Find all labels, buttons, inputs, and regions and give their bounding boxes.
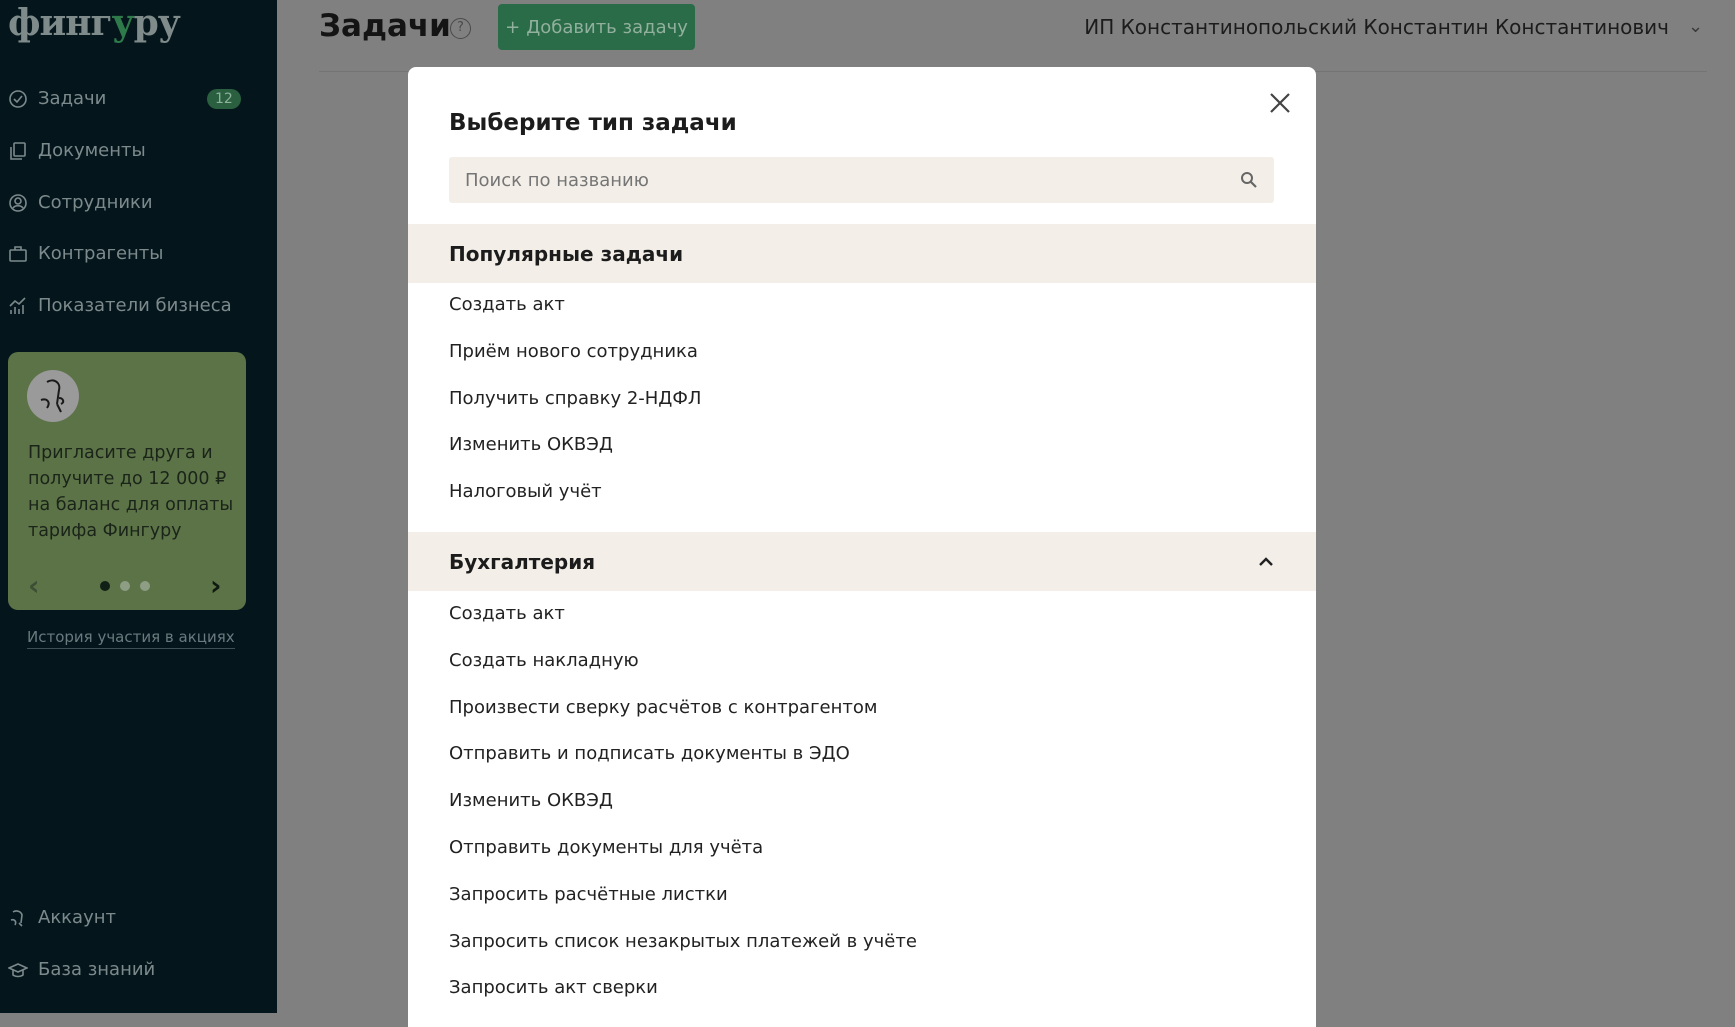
chart-icon [8,296,28,316]
section-popular-header [408,224,1316,283]
sidebar-item-label: Аккаунт [38,907,116,928]
task-type-item[interactable]: Запросить список незакрытых платежей в учёте [449,930,917,952]
logo-text-end: ру [133,2,180,44]
sidebar-item-business-metrics[interactable] [8,295,248,316]
task-type-item[interactable]: Запросить акт сверки [449,977,658,999]
plus-icon: + [505,16,521,38]
sidebar-item-account[interactable] [8,907,248,928]
tasks-count-badge: 12 [207,89,241,109]
page-title: Задачи [319,8,451,44]
close-icon[interactable] [1266,89,1294,117]
add-task-button[interactable] [498,4,695,50]
task-type-item[interactable]: Изменить ОКВЭД [449,790,613,812]
chevron-down-icon[interactable]: ⌄ [1688,16,1704,37]
modal-title: Выберите тип задачи [449,110,737,136]
user-circle-icon [8,193,28,213]
task-type-item[interactable]: Произвести сверку расчётов с контрагентом [449,696,878,718]
promo-card[interactable] [8,352,246,610]
carousel-prev-button[interactable]: ‹ [28,569,40,602]
documents-icon [8,141,28,161]
search-input[interactable] [465,170,1165,191]
mascot-image [27,370,79,422]
carousel-dot[interactable] [120,581,130,591]
task-type-item[interactable]: Приём нового сотрудника [449,340,698,362]
sidebar-item-label: Документы [38,140,146,161]
task-type-item[interactable]: Создать накладную [449,649,639,671]
carousel-dot[interactable] [100,581,110,591]
graduation-cap-icon [8,960,28,980]
briefcase-icon [8,244,28,264]
logo[interactable] [8,2,180,44]
carousel-dots [100,581,150,591]
task-type-item[interactable]: Налоговый учёт [449,481,602,503]
search-field[interactable] [449,157,1274,203]
sidebar-item-knowledge-base[interactable] [8,959,248,980]
task-type-item[interactable]: Создать акт [449,603,565,624]
logo-text: финг [8,2,112,44]
chevron-up-icon[interactable] [1257,556,1275,568]
sidebar-item-label: База знаний [38,959,156,980]
carousel-dot[interactable] [140,581,150,591]
task-type-item[interactable]: Запросить расчётные листки [449,883,728,905]
section-accounting-header[interactable] [408,532,1316,591]
check-circle-icon [8,89,28,109]
task-type-item[interactable]: Получить справку 2-НДФЛ [449,387,702,409]
task-type-item[interactable]: Создать акт [449,294,565,315]
sidebar [0,0,277,1013]
sidebar-item-label: Сотрудники [38,192,153,213]
user-account-selector[interactable]: ИП Константинопольский Константин Константинович [1084,15,1669,39]
sidebar-item-contractors[interactable] [8,243,248,264]
section-title: Популярные задачи [449,241,684,266]
promo-history-link[interactable]: История участия в акциях [27,628,235,649]
task-type-modal [408,67,1316,1027]
promo-text: Пригласите друга и получите до 12 000 ₽ на баланс для оплаты тарифа Фингуру [28,443,234,541]
task-type-item[interactable]: Отправить документы для учёта [449,837,764,858]
sidebar-item-label: Показатели бизнеса [38,295,232,316]
add-task-label: Добавить задачу [526,16,688,38]
sidebar-item-label: Задачи [38,88,107,109]
task-type-item[interactable]: Изменить ОКВЭД [449,434,613,456]
carousel-next-button[interactable]: › [210,569,222,602]
logo-accent: у [111,2,134,44]
account-icon [8,908,28,928]
sidebar-item-employees[interactable] [8,192,248,213]
task-type-item[interactable]: Отправить и подписать документы в ЭДО [449,743,850,765]
help-icon[interactable]: ? [450,18,471,39]
sidebar-item-documents[interactable] [8,140,248,161]
search-icon[interactable] [1240,171,1258,189]
sidebar-item-label: Контрагенты [38,243,164,264]
section-title: Бухгалтерия [449,549,596,574]
